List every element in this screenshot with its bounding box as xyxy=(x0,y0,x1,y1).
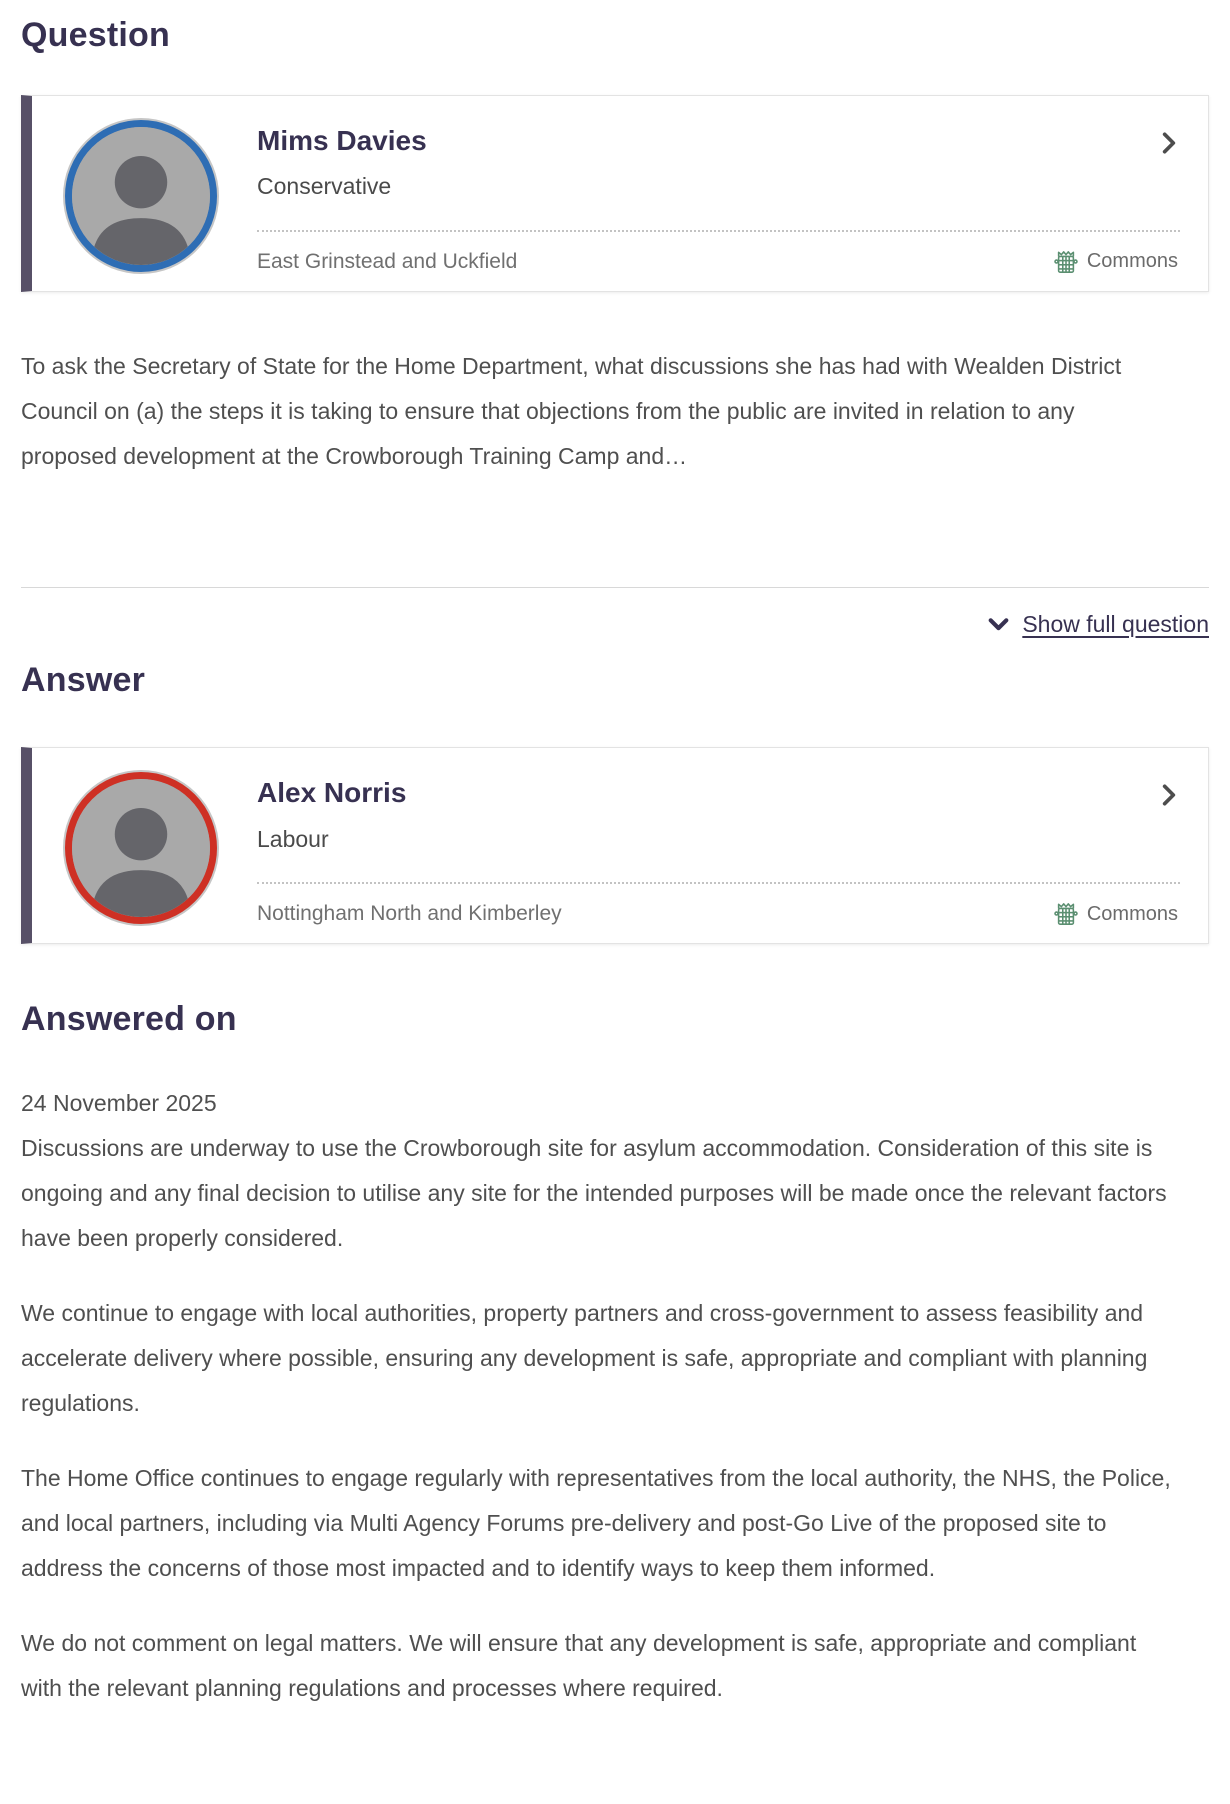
member-details xyxy=(257,118,1178,275)
member-name: Mims Davies xyxy=(257,124,427,156)
member-avatar xyxy=(65,120,217,272)
question-divider xyxy=(21,587,1209,588)
portcullis-commons-icon xyxy=(1054,249,1078,275)
member-avatar xyxy=(65,772,217,924)
question-member-card[interactable] xyxy=(21,95,1209,292)
answer-member-card[interactable] xyxy=(21,747,1209,944)
person-silhouette-icon xyxy=(72,779,210,917)
answered-date: 24 November 2025 xyxy=(21,1089,217,1116)
member-constituency: East Grinstead and Uckfield xyxy=(257,249,518,273)
house-label: Commons xyxy=(1086,250,1178,272)
show-full-question-link[interactable]: Show full question xyxy=(1022,611,1209,637)
answer-paragraph: We do not comment on legal matters. We will ensure that any development is safe, appropriate and compliant with the relevant planning regulations and processes where required. xyxy=(21,1629,1137,1701)
answer-paragraph: We continue to engage with local authorities, property partners and cross-government to assess feasibility and accelerate delivery where possible, ensuring any development is safe, appropriate and compliant with planning regulations. xyxy=(21,1299,1148,1416)
question-section-heading: Question xyxy=(21,16,170,54)
chevron-right-icon[interactable] xyxy=(1156,782,1182,808)
chevron-down-icon[interactable] xyxy=(986,612,1011,637)
member-name: Alex Norris xyxy=(257,777,407,808)
answer-section-heading: Answer xyxy=(21,660,146,699)
house-badge xyxy=(1054,901,1178,927)
answered-on-heading: Answered on xyxy=(21,1000,237,1038)
house-badge xyxy=(1054,249,1178,275)
answer-paragraph: Discussions are underway to use the Crowborough site for asylum accommodation. Consideration of this site is ongoing and any final decision to utilise any site for the intended purposes will be made once the relevant factors have been properly considered. xyxy=(21,1134,1167,1251)
member-constituency: Nottingham North and Kimberley xyxy=(257,902,562,925)
chevron-right-icon[interactable] xyxy=(1156,130,1182,156)
member-details xyxy=(257,770,1178,927)
question-text: To ask the Secretary of State for the Home Department, what discussions she has had with Wealden District Council on (a) the steps it is taking to ensure that objections from the public are invited in relation to any proposed development at the Crowborough Training Camp and… xyxy=(21,352,1122,469)
person-silhouette-icon xyxy=(72,127,210,265)
show-full-question-row xyxy=(21,609,1209,641)
answer-paragraph: The Home Office continues to engage regularly with representatives from the local authority, the NHS, the Police, and local partners, including via Multi Agency Forums pre-delivery and post-Go Live of the proposed site to address the concerns of those most impacted and to identify ways to keep them informed. xyxy=(21,1464,1171,1581)
member-party: Conservative xyxy=(257,173,392,200)
portcullis-commons-icon xyxy=(1054,901,1078,927)
house-label: Commons xyxy=(1086,902,1178,925)
member-party: Labour xyxy=(257,825,329,852)
